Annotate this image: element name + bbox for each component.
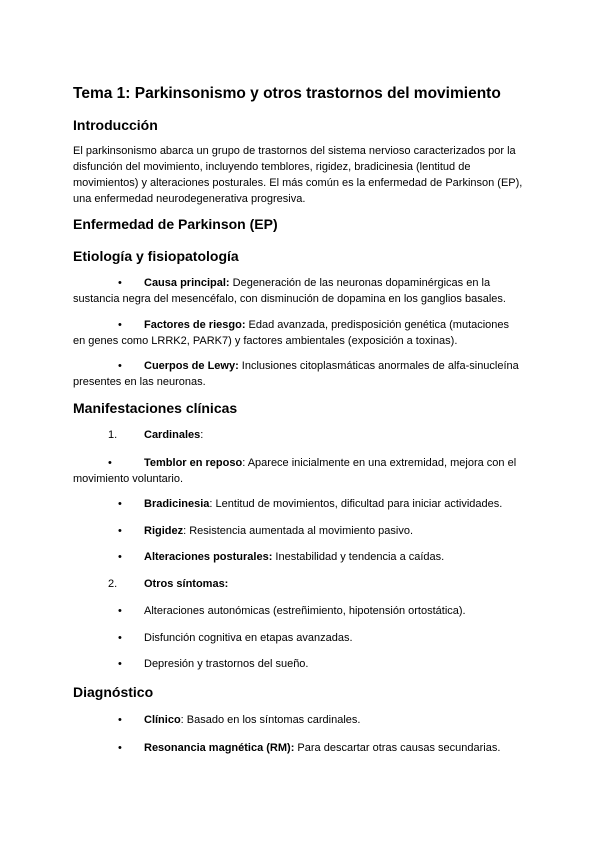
bullet-marker: • [118, 605, 122, 617]
page-title: Tema 1: Parkinsonismo y otros trastornos del movimiento [73, 85, 501, 102]
bullet-marker: • [118, 632, 122, 644]
list-item [118, 603, 466, 619]
intro-line-3: movimientos) y alteraciones posturales. El más común es la enfermedad de Parkinson (EP), [73, 177, 523, 189]
list-item [108, 455, 517, 471]
item-text: Inclusiones citoplasmáticas anormales de alfa-sinucleína [238, 360, 519, 372]
heading-introduccion: Introducción [73, 117, 158, 133]
numbered-item [108, 427, 204, 443]
list-item [118, 317, 510, 333]
bullet-marker: • [118, 742, 122, 754]
bullet-marker: • [118, 525, 122, 537]
item-bold: Cardinales [144, 429, 201, 441]
heading-enfermedad-parkinson: Enfermedad de Parkinson (EP) [73, 216, 278, 232]
item-continuation: presentes en las neuronas. [73, 376, 206, 388]
item-text: Para descartar otras causas secundarias. [294, 742, 501, 754]
number-marker: 2. [108, 578, 118, 590]
item-bold: Temblor en reposo [144, 457, 243, 469]
list-item [118, 656, 309, 672]
item-continuation: en genes como LRRK2, PARK7) y factores ambientales (exposición a toxinas). [73, 335, 458, 347]
item-bold: Factores de riesgo: [144, 319, 246, 331]
bullet-marker: • [118, 498, 122, 510]
item-text: : [200, 429, 204, 441]
bullet-marker: • [118, 658, 122, 670]
item-continuation: movimiento voluntario. [73, 473, 184, 485]
intro-line-4: una enfermedad neurodegenerativa progresiva. [73, 193, 306, 205]
list-item [118, 630, 353, 646]
bullet-marker: • [118, 714, 122, 726]
list-item [118, 358, 519, 374]
item-bold: Resonancia magnética (RM): [144, 742, 295, 754]
item-bold: Bradicinesia [144, 498, 210, 510]
heading-etiologia: Etiología y fisiopatología [73, 248, 239, 264]
list-item [118, 523, 414, 539]
numbered-item [108, 576, 229, 592]
item-bold: Alteraciones posturales: [144, 551, 273, 563]
list-item [118, 549, 445, 565]
item-text: : Basado en los síntomas cardinales. [180, 714, 361, 726]
heading-diagnostico: Diagnóstico [73, 684, 154, 700]
bullet-marker: • [108, 457, 112, 469]
number-marker: 1. [108, 429, 118, 441]
item-text: Inestabilidad y tendencia a caídas. [272, 551, 445, 563]
bullet-marker: • [118, 360, 122, 372]
bullet-marker: • [118, 319, 122, 331]
item-bold: Rigidez [144, 525, 184, 537]
list-item [118, 275, 491, 291]
item-text: Degeneración de las neuronas dopaminérgicas en la [229, 277, 491, 289]
item-text: : Lentitud de movimientos, dificultad para iniciar actividades. [209, 498, 503, 510]
item-text: Edad avanzada, predisposición genética (mutaciones [245, 319, 510, 331]
intro-line-1: El parkinsonismo abarca un grupo de trastornos del sistema nervioso caracterizados por la [73, 145, 516, 157]
intro-line-2: disfunción del movimiento, incluyendo temblores, rigidez, bradicinesia (lentitud de [73, 161, 471, 173]
heading-manifestaciones: Manifestaciones clínicas [73, 400, 238, 416]
bullet-marker: • [118, 551, 122, 563]
item-text: Depresión y trastornos del sueño. [144, 658, 309, 670]
list-item [118, 712, 361, 728]
item-text: Disfunción cognitiva en etapas avanzadas. [144, 632, 353, 644]
item-bold: Clínico [144, 714, 181, 726]
item-bold: Otros síntomas: [144, 578, 229, 590]
item-text: : Aparece inicialmente en una extremidad, mejora con el [242, 457, 517, 469]
item-bold: Cuerpos de Lewy: [144, 360, 239, 372]
item-text: Alteraciones autonómicas (estreñimiento, hipotensión ortostática). [144, 605, 466, 617]
list-item [118, 496, 503, 512]
item-bold: Causa principal: [144, 277, 230, 289]
item-text: : Resistencia aumentada al movimiento pasivo. [183, 525, 414, 537]
bullet-marker: • [118, 277, 122, 289]
list-item [118, 740, 501, 756]
item-continuation: sustancia negra del mesencéfalo, con disminución de dopamina en los ganglios basales. [73, 293, 506, 305]
